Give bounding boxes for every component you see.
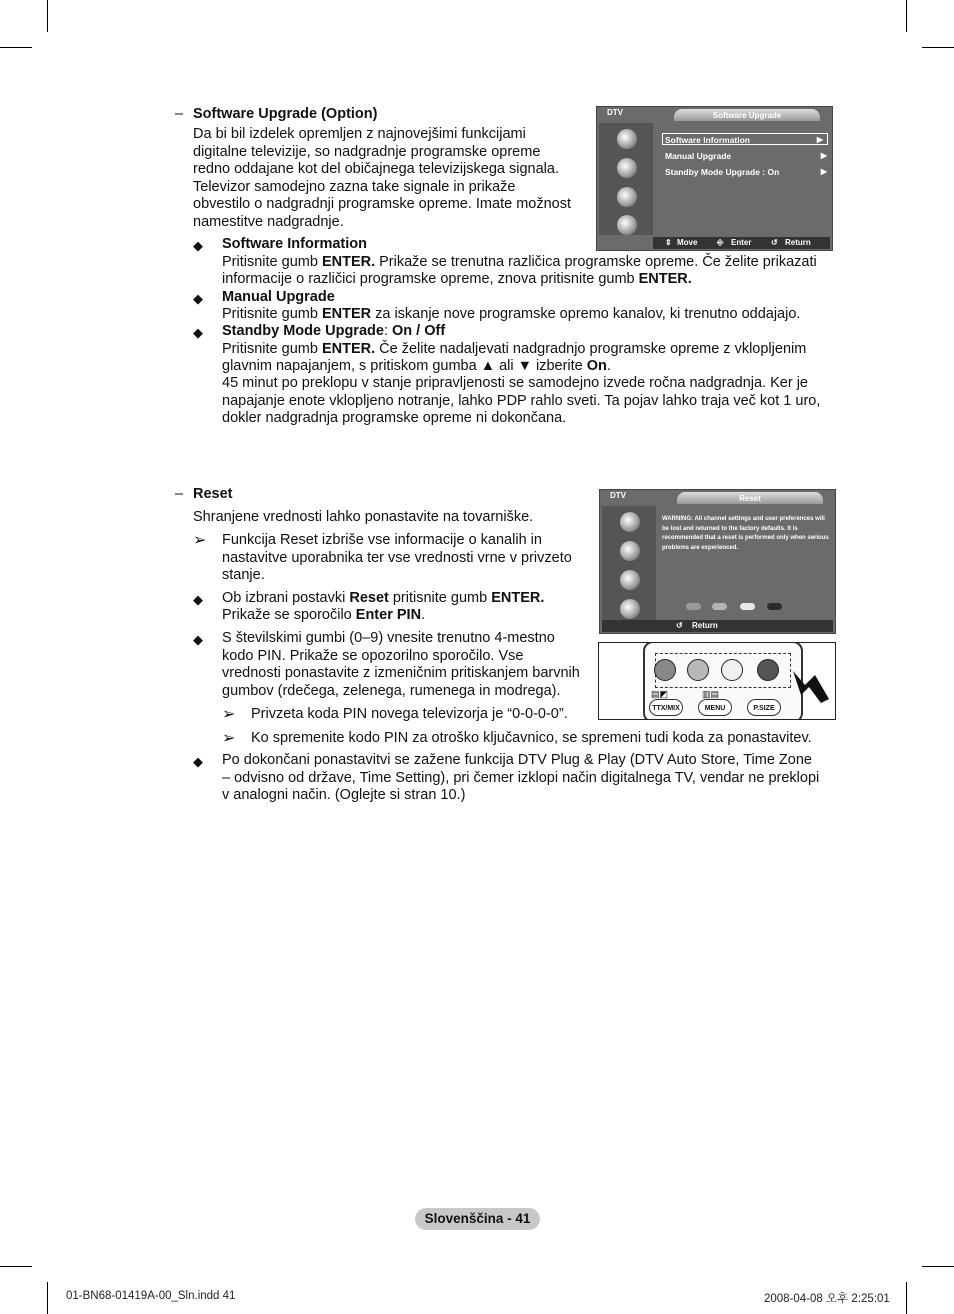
menu-button[interactable]: MENU	[698, 699, 732, 716]
crop-mark	[922, 47, 954, 48]
diamond-bullet-icon: ◆	[193, 754, 203, 769]
settings-gear-icon	[620, 570, 640, 590]
note-line: nastavitve uporabnika ter vse vrednosti vrne v privzeto	[222, 549, 572, 566]
intro-line: obvestilo o nadgradnji programske opreme. Imate možnost	[193, 196, 571, 212]
red-button[interactable]	[654, 659, 676, 681]
intro-line: Da bi bil izdelek opremljen z najnovejšimi funkcijami	[193, 126, 526, 142]
input-icon	[620, 599, 640, 619]
input-icon	[617, 215, 637, 235]
crop-mark	[47, 1282, 48, 1314]
red-button-indicator	[686, 603, 701, 610]
note-arrow-icon: ➢	[222, 730, 236, 747]
file-slug: 01-BN68-01419A-00_Sln.indd 41	[66, 1290, 236, 1302]
blue-button[interactable]	[757, 659, 779, 681]
dtv-label: DTV	[607, 108, 623, 117]
help-bar: ⇕ Move ⎆ Enter ↺ Return	[653, 237, 830, 249]
item-title-software-information: Software Information	[222, 236, 368, 252]
help-bar: ↺ Return	[602, 620, 833, 632]
diamond-bullet-icon: ◆	[193, 238, 203, 253]
item-text: dokler nadgradnja programske opreme ni dokončana.	[222, 410, 567, 426]
intro-line: digitalne televizije, so nadgradnje programske opreme	[193, 143, 541, 160]
menu-tab: Reset	[677, 492, 823, 504]
item-text: Pritisnite gumb ENTER. Če želite nadaljevati nadgradnjo programske opreme z vklopljenim	[222, 341, 807, 357]
item-text: Pritisnite gumb ENTER. Prikaže se trenutna različica programske opreme. Če želite prikazati	[222, 254, 817, 270]
intro-line: namestitve nadgradnje.	[193, 213, 344, 230]
diamond-bullet-icon: ◆	[193, 291, 203, 306]
psize-button[interactable]: P.SIZE	[747, 699, 781, 716]
item-text: glavnim napajanjem, s pritiskom gumba ▲ ali ▼ izberite On.	[222, 358, 611, 374]
intro-line: Televizor samodejno zazna take signale in prikaže	[193, 178, 516, 195]
diamond-bullet-icon: ◆	[193, 325, 203, 340]
pointing-hand-icon	[791, 665, 831, 705]
teletext-icon: ▤◩	[651, 689, 669, 699]
section-title-reset: Reset	[193, 486, 233, 502]
step-line: gumbov (rdečega, zelenega, rumenega in modrega).	[222, 682, 561, 699]
reset-warning: WARNING: All channel settings and user preferences will be lost and returned to the factory defaults. It is recommended that a reset is performed only when serious problems are experienced.	[662, 516, 829, 551]
yellow-button-indicator	[740, 603, 755, 610]
reset-intro: Shranjene vrednosti lahko ponastavite na tovarniške.	[193, 509, 534, 525]
diamond-bullet-icon: ◆	[193, 592, 203, 607]
menu-tab: Software Upgrade	[674, 109, 820, 121]
tv-screen-reset	[599, 489, 836, 634]
item-text: 45 minut po preklopu v stanje pripravljenosti se samodejno izvede ročna nadgradnja. Ker je	[222, 375, 808, 391]
step-line: Po dokončani ponastavitvi se zažene funkcija DTV Plug & Play (DTV Auto Store, Time Zone	[222, 752, 812, 768]
sound-icon	[617, 158, 637, 178]
right-arrow-icon: ▶	[816, 135, 823, 144]
subnote-child-lock: Ko spremenite kodo PIN za otroško ključavnico, se spremeni tudi koda za ponastavitev.	[251, 730, 812, 746]
step-line: v analogni način. (Oglejte si stran 10.)	[222, 787, 466, 803]
settings-gear-icon	[617, 187, 637, 207]
remote-control-illustration	[598, 642, 836, 720]
green-button[interactable]	[687, 659, 709, 681]
step-line: kodo PIN. Prikaže se opozorilno sporočilo. Vse	[222, 647, 524, 664]
step-line: – odvisno od države, Time Setting), pri čemer izklopi način digitalnega TV, vendar ne preklopi	[222, 769, 820, 786]
crop-mark	[0, 47, 32, 48]
item-title-manual-upgrade: Manual Upgrade	[222, 289, 335, 305]
crop-mark	[47, 0, 48, 32]
right-arrow-icon: ▶	[820, 151, 827, 160]
tv-screen-software-upgrade	[596, 106, 833, 251]
section-dash: –	[175, 106, 184, 122]
crop-mark	[922, 1266, 954, 1267]
note-line: stanje.	[222, 567, 265, 583]
step-line: S številskimi gumbi (0–9) vnesite trenutno 4-mestno	[222, 630, 555, 646]
section-dash: –	[175, 486, 184, 502]
menu-item-software-information[interactable]: Software Information ▶	[662, 133, 828, 145]
crop-mark	[906, 0, 907, 32]
dtv-label: DTV	[610, 491, 626, 500]
menu-sidebar	[599, 123, 653, 235]
crop-mark	[0, 1266, 32, 1267]
teletext-index-icon: ▥▤	[702, 689, 720, 699]
green-button-indicator	[712, 603, 727, 610]
return-icon: ↺	[676, 621, 683, 630]
item-text: napajanje enote vklopljeno notranje, lahko PDP rahlo sveti. Ta pojav lahko traja več kot 1 uro,	[222, 393, 821, 409]
subnote-default-pin: Privzeta koda PIN novega televizorja je “0-0-0-0”.	[251, 706, 568, 722]
blue-button-indicator	[767, 603, 782, 610]
step-text: Prikaže se sporočilo Enter PIN.	[222, 607, 426, 623]
date-slug: 2008-04-08 오후 2:25:01	[764, 1293, 890, 1305]
ttx-mix-button[interactable]: TTX/MIX	[649, 699, 683, 716]
item-title-standby-mode-upgrade: Standby Mode Upgrade: On / Off	[222, 323, 446, 339]
menu-sidebar	[602, 506, 656, 621]
page-number-badge: Slovenščina - 41	[415, 1208, 540, 1230]
sound-icon	[620, 541, 640, 561]
enter-icon: ⎆	[717, 238, 724, 247]
section-title-software-upgrade: Software Upgrade (Option)	[193, 106, 378, 122]
picture-icon	[617, 129, 637, 149]
return-icon: ↺	[771, 238, 778, 247]
note-arrow-icon: ➢	[193, 532, 207, 549]
diamond-bullet-icon: ◆	[193, 632, 203, 647]
picture-icon	[620, 512, 640, 532]
item-text: Pritisnite gumb ENTER za iskanje nove programske opremo kanalov, ki trenutno oddajajo.	[222, 306, 801, 322]
note-arrow-icon: ➢	[222, 706, 236, 723]
menu-item-standby-mode-upgrade[interactable]: Standby Mode Upgrade : On ▶	[665, 167, 827, 177]
item-text: informacije o različici programske opreme, znova pritisnite gumb ENTER.	[222, 271, 692, 287]
intro-line: redno oddajane kot del običajnega televizijskega signala.	[193, 161, 559, 177]
step-line: vrednosti ponastavite z izmeničnim pritiskanjem barvnih	[222, 665, 580, 681]
right-arrow-icon: ▶	[820, 167, 827, 176]
step-text: Ob izbrani postavki Reset pritisnite gumb ENTER.	[222, 590, 545, 606]
menu-item-manual-upgrade[interactable]: Manual Upgrade ▶	[665, 151, 827, 161]
yellow-button[interactable]	[721, 659, 743, 681]
move-icon: ⇕	[665, 238, 672, 247]
note-line: Funkcija Reset izbriše vse informacije o kanalih in	[222, 532, 542, 548]
crop-mark	[906, 1282, 907, 1314]
